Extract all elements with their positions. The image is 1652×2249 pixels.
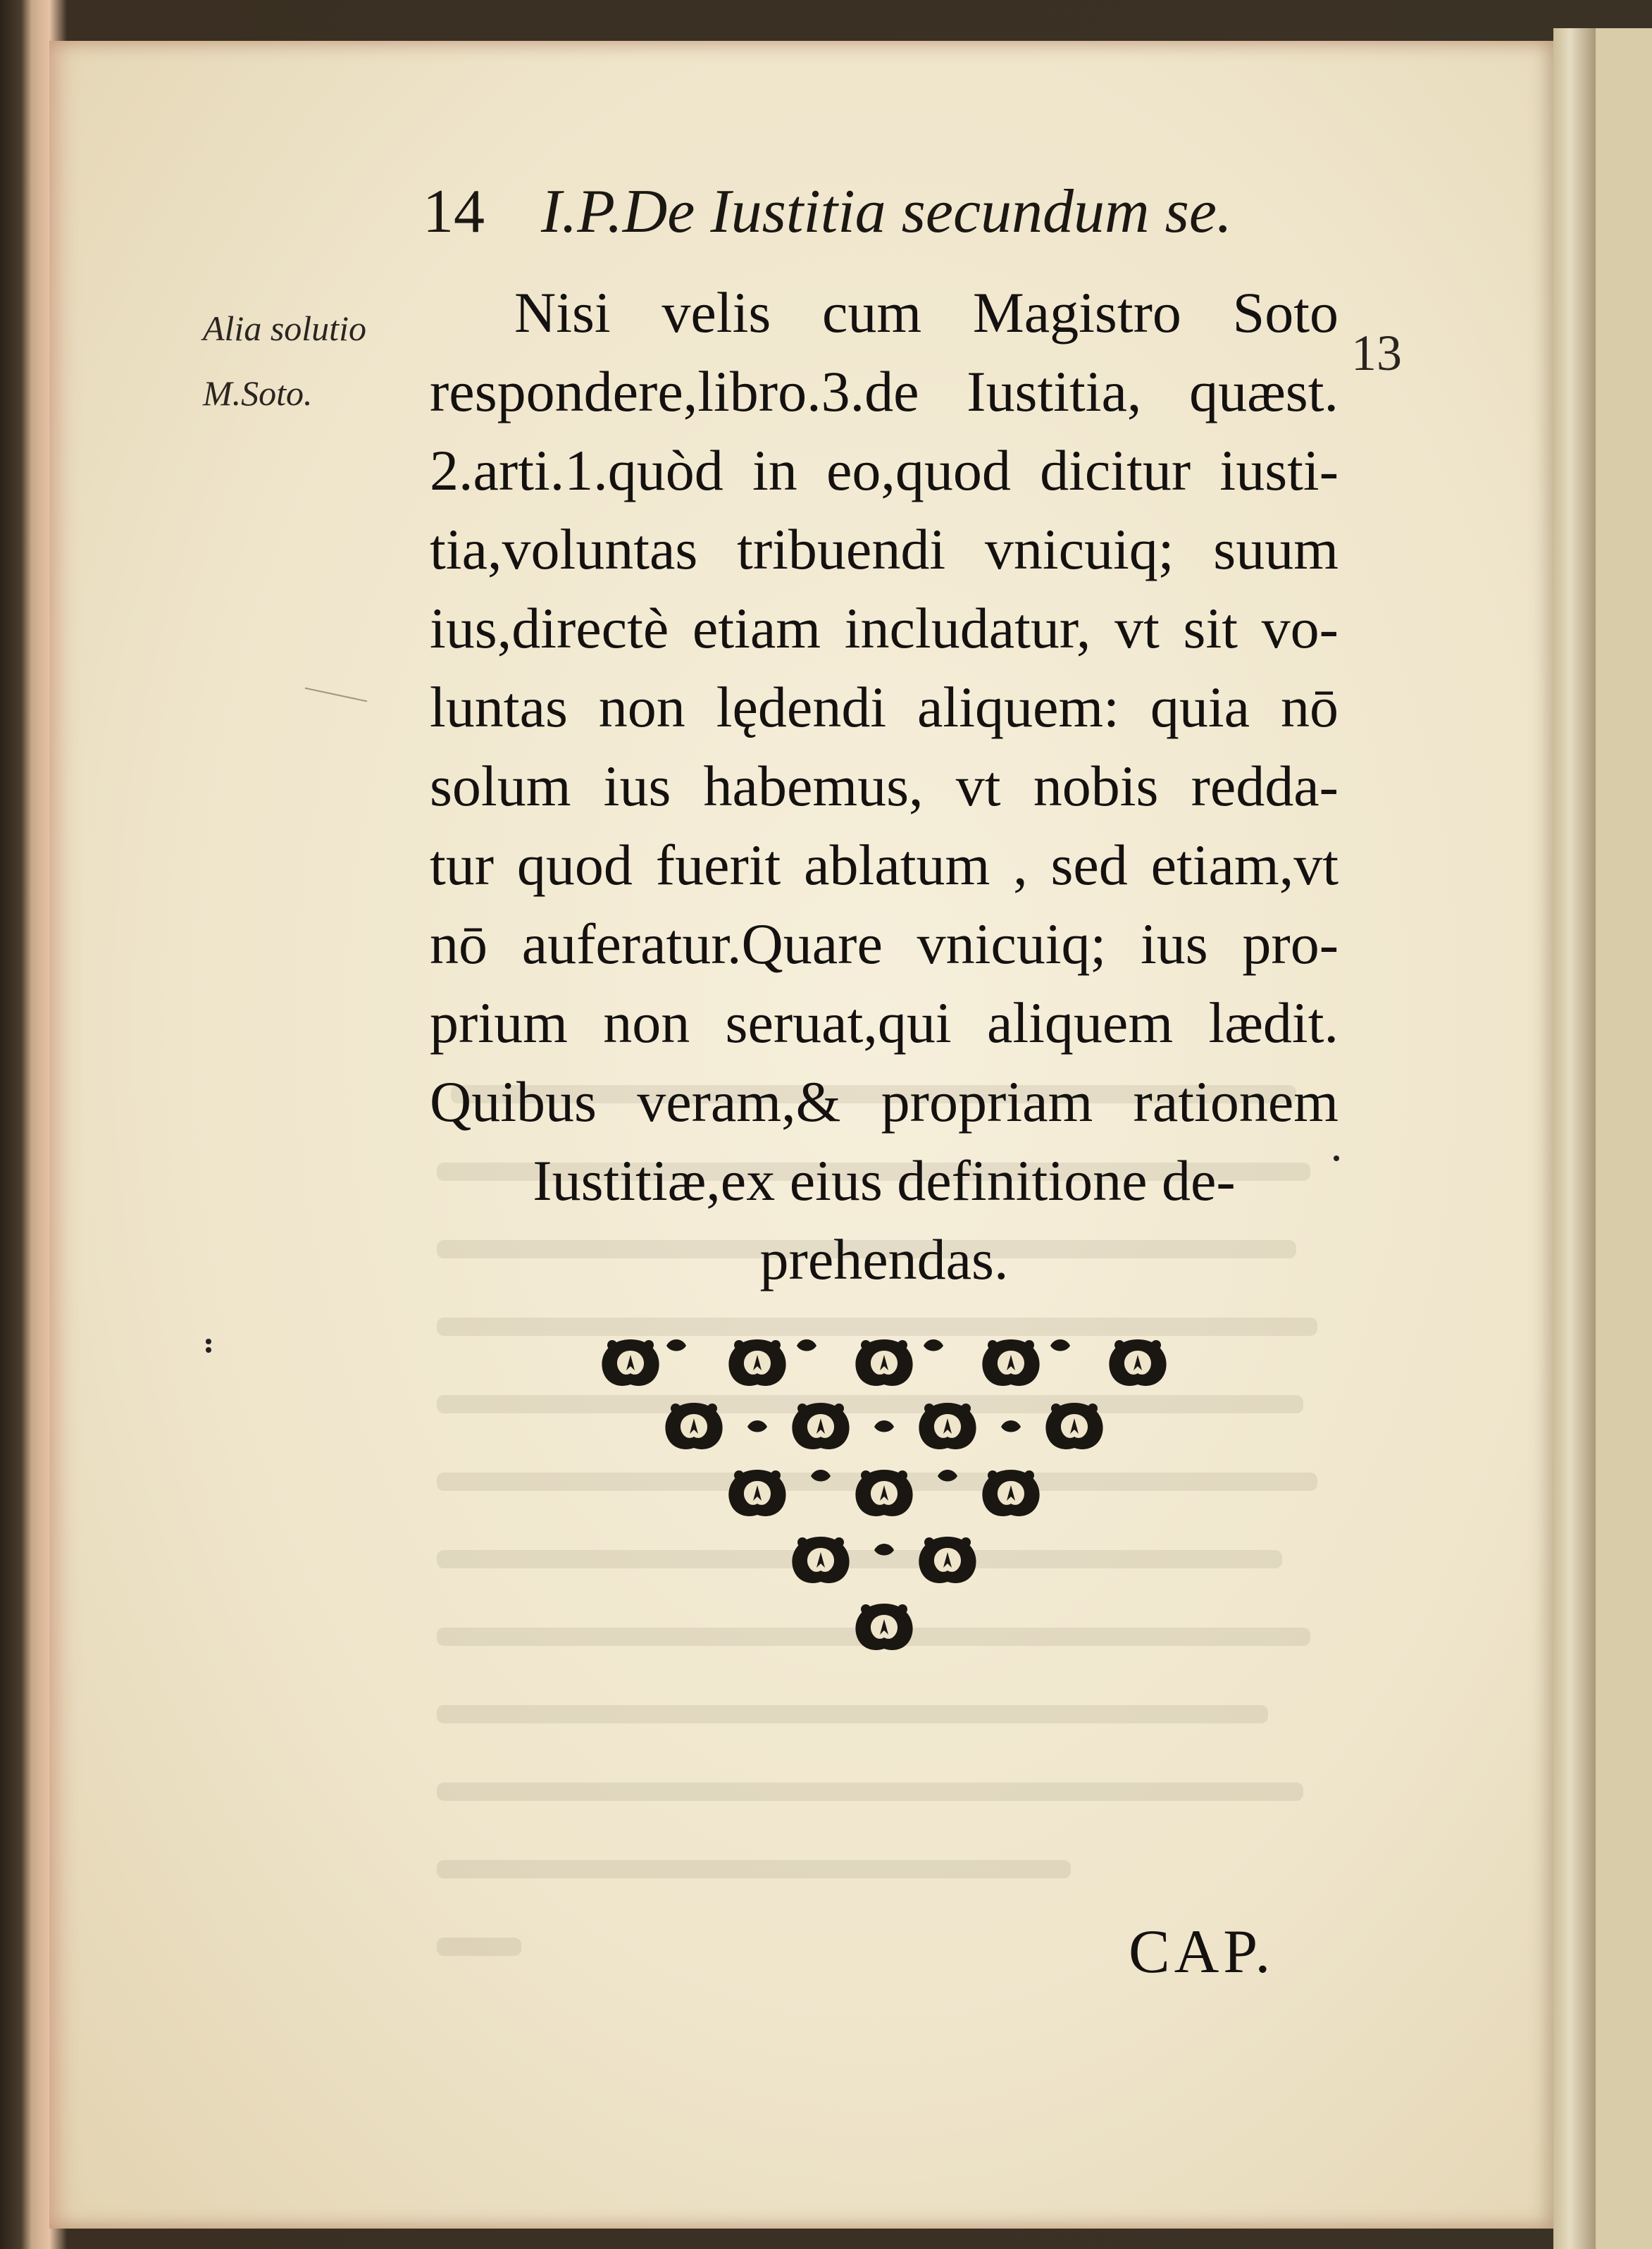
- next-page-edge: [1596, 28, 1652, 2249]
- marginal-note-line: M.Soto.: [203, 373, 313, 413]
- text-line: respondere,libro.3.de Iustitia, quæst.: [430, 359, 1339, 423]
- text-line: Quibus veram,& propriam rationem: [430, 1070, 1339, 1134]
- text-line: tur quod fuerit ablatum , sed etiam,vt: [430, 833, 1339, 897]
- running-header: [423, 176, 1339, 261]
- text-line: solum ius habemus, vt nobis redda-: [430, 754, 1339, 818]
- text-line: tia,voluntas tribuendi vnicuiq; suum: [430, 517, 1339, 581]
- text-line: ius,directè etiam includatur, vt sit vo-: [430, 596, 1339, 660]
- page-edge: [1553, 28, 1596, 2249]
- text-line: prium non seruat,qui aliquem lædit.: [430, 991, 1339, 1055]
- text-line: Nisi velis cum Magistro Soto: [514, 280, 1339, 345]
- running-title: I.P.De Iustitia secundum se.: [541, 178, 1232, 246]
- catchword: CAP.: [1129, 1918, 1275, 1986]
- ink-speck: [206, 1347, 211, 1353]
- text-line: Iustitiæ,ex eius definitione de-: [533, 1148, 1236, 1213]
- ink-speck: [206, 1339, 211, 1344]
- ink-speck: [1334, 1156, 1339, 1161]
- page-number: 14: [423, 178, 485, 246]
- text-line: 2.arti.1.quòd in eo,quod dicitur iusti-: [430, 438, 1339, 502]
- text-line: nō auferatur.Quare vnicuiq; ius pro-: [430, 912, 1339, 976]
- text-line: prehendas.: [759, 1227, 1009, 1291]
- marginal-note-line: Alia solutio: [203, 309, 366, 348]
- text-line: luntas non lędendi aliquem: quia nō: [430, 675, 1339, 739]
- body-text: [430, 273, 1339, 1299]
- marginal-note: [203, 296, 435, 426]
- printers-ornament: [571, 1325, 1226, 1663]
- show-through-number: 13: [1351, 325, 1402, 381]
